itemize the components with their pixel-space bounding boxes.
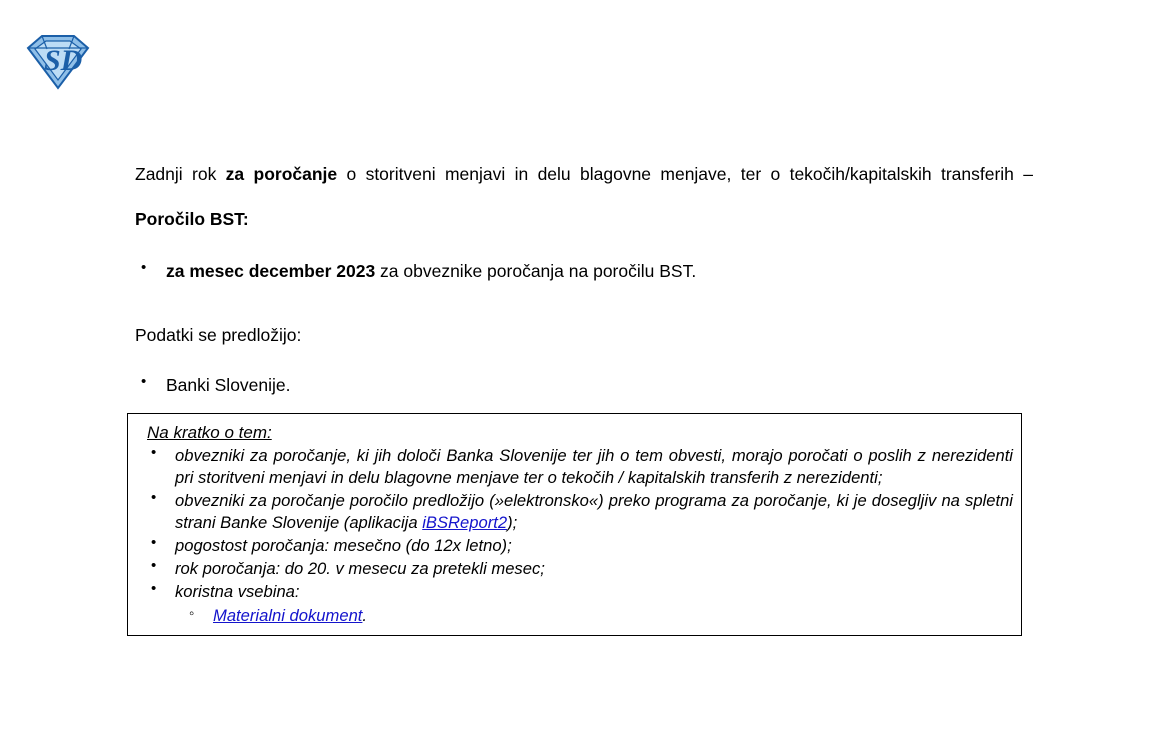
summary-box bbox=[127, 413, 1022, 636]
summary-item-2-prefix: obvezniki za poročanje poročilo predložijo (»elektronsko«) preko programa za poročanje, ki je dosegljiv na spletni strani Banke Slovenije (aplikacija bbox=[175, 491, 1013, 533]
deadline-bullet-list bbox=[135, 257, 1035, 285]
list-item bbox=[141, 581, 1013, 627]
summary-sub-list bbox=[175, 605, 1013, 627]
ibsreport2-link[interactable]: iBSReport2 bbox=[422, 513, 508, 533]
list-item bbox=[141, 535, 1013, 557]
submit-bullet-text: Banki Slovenije. bbox=[166, 375, 291, 396]
list-item bbox=[135, 257, 1035, 285]
first-bullet-rest: za obveznike poročanja na poročilu BST. bbox=[375, 261, 697, 282]
submit-label: Podatki se predložijo: bbox=[135, 325, 302, 346]
list-item bbox=[175, 605, 1013, 627]
summary-box-list bbox=[141, 445, 1013, 628]
lead-part1: Zadnji rok bbox=[135, 164, 226, 184]
first-bullet-bold: za mesec december 2023 bbox=[166, 261, 376, 282]
summary-item-4-text: rok poročanja: do 20. v mesecu za pretekli mesec; bbox=[175, 559, 545, 579]
lead-bold1: za poročanje bbox=[225, 164, 338, 184]
lead-paragraph bbox=[135, 152, 1033, 241]
spacer bbox=[135, 349, 1035, 371]
lead-bold2: Poročilo BST: bbox=[135, 208, 249, 229]
sd-diamond-logo-svg bbox=[22, 26, 94, 98]
list-item bbox=[135, 371, 1035, 399]
summary-item-2-suffix: ); bbox=[507, 513, 518, 533]
summary-item-5-text: koristna vsebina: bbox=[175, 582, 300, 602]
sd-diamond-logo bbox=[22, 26, 94, 98]
summary-sub-suffix: . bbox=[362, 606, 368, 626]
lead-part2: o storitveni menjavi in delu blagovne menjave, ter o tekočih/kapitalskih transferih – bbox=[337, 164, 1033, 184]
submit-bullet-list bbox=[135, 371, 1035, 399]
materialni-dokument-link[interactable]: Materialni dokument bbox=[213, 606, 363, 626]
list-item bbox=[141, 490, 1013, 534]
document-body bbox=[135, 152, 1035, 399]
summary-box-title: Na kratko o tem: bbox=[147, 423, 272, 442]
summary-item-1-text: obvezniki za poročanje, ki jih določi Banka Slovenije ter jih o tem obvesti, morajo poročati o poslih z nerezidenti pri storitveni menjavi in delu blagovne menjave ter o tekočih / kapitalskih transferih z nerezidenti; bbox=[175, 446, 1013, 488]
summary-item-3-text: pogostost poročanja: mesečno (do 12x letno); bbox=[175, 536, 512, 556]
list-item bbox=[141, 558, 1013, 580]
logo-text: SD bbox=[44, 44, 83, 77]
list-item bbox=[141, 445, 1013, 489]
spacer bbox=[135, 285, 1035, 321]
